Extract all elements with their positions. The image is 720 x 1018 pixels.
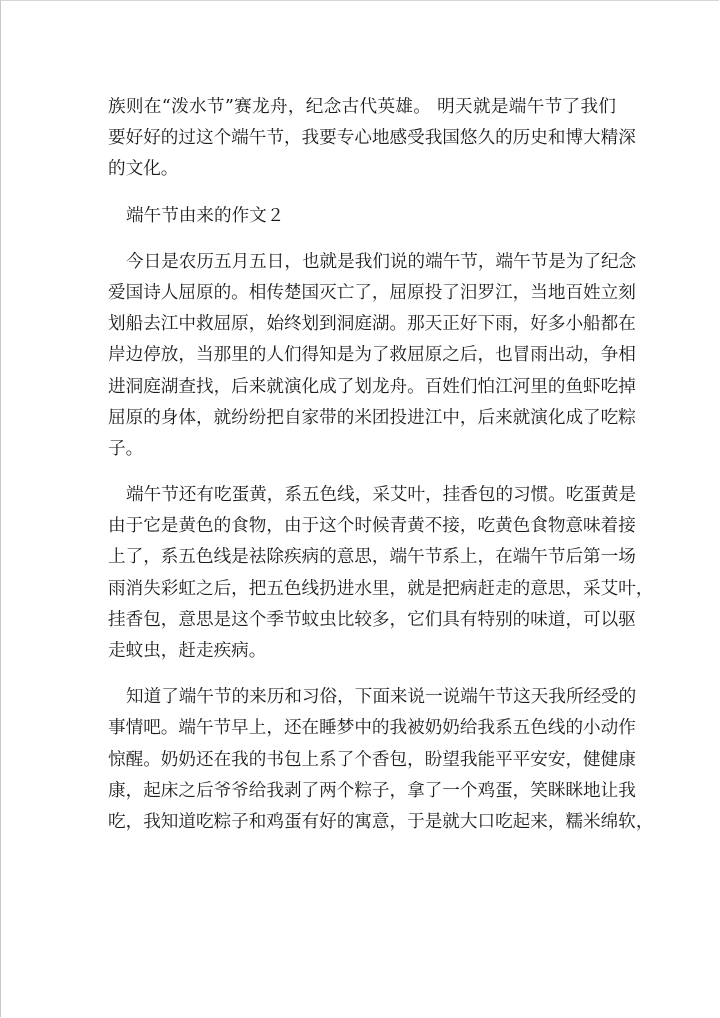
text-line: 端午节还有吃蛋黄，系五色线，采艾叶，挂香包的习惯。吃蛋黄是 bbox=[126, 485, 637, 506]
text-line: 进洞庭湖查找，后来就演化成了划龙舟。百姓们怕江河里的鱼虾吃掉 bbox=[108, 376, 636, 397]
paragraph-origin bbox=[108, 247, 637, 465]
text-line: 挂香包，意思是这个季节蚊虫比较多，它们具有特别的味道，可以驱 bbox=[108, 609, 636, 630]
text-line: 雨消失彩虹之后，把五色线扔进水里，就是把病赶走的意思，采艾叶， bbox=[108, 578, 654, 599]
text-line: 爱国诗人屈原的。相传楚国灭亡了，屈原投了汨罗江，当地百姓立刻 bbox=[108, 282, 636, 303]
text-line: 岸边停放，当那里的人们得知是为了救屈原之后，也冒雨出动，争相 bbox=[108, 345, 636, 366]
text-line: 由于它是黄色的食物，由于这个时候青黄不接，吃黄色食物意味着接 bbox=[108, 516, 636, 537]
text-line: 上了，系五色线是祛除疾病的意思，端午节系上，在端午节后第一场 bbox=[108, 547, 636, 568]
text-line: 康，起床之后爷爷给我剥了两个粽子，拿了一个鸡蛋，笑眯眯地让我 bbox=[108, 780, 636, 801]
text-line: 吃，我知道吃粽子和鸡蛋有好的寓意，于是就大口吃起来，糯米绵软， bbox=[108, 811, 654, 832]
text-line: 惊醒。奶奶还在我的书包上系了个香包，盼望我能平平安安，健健康 bbox=[108, 749, 636, 770]
paragraph-customs bbox=[108, 480, 654, 667]
text-line: 今日是农历五月五日，也就是我们说的端午节，端午节是为了纪念 bbox=[126, 251, 637, 272]
paragraph-experience bbox=[108, 682, 654, 838]
document-body bbox=[108, 92, 654, 853]
text-line: 事情吧。端午节早上，还在睡梦中的我被奶奶给我系五色线的小动作 bbox=[108, 718, 636, 739]
text-line: 子。 bbox=[108, 438, 144, 459]
paragraph-intro-continuation bbox=[108, 92, 636, 186]
text-line: 族则在“泼水节”赛龙舟，纪念古代英雄。 明天就是端午节了我们 bbox=[108, 97, 616, 117]
text-line: 走蚊虫，赶走疾病。 bbox=[108, 641, 267, 661]
heading-title: 端午节由来的作文２ bbox=[126, 205, 285, 226]
text-line: 要好好的过这个端午节，我要专心地感受我国悠久的历史和博大精深 bbox=[108, 128, 636, 149]
text-line: 屈原的身体，就纷纷把自家带的米团投进江中，后来就演化成了吃粽 bbox=[108, 407, 636, 428]
essay-heading bbox=[108, 201, 616, 232]
text-line: 划船去江中救屈原，始终划到洞庭湖。那天正好下雨，好多小船都在 bbox=[108, 314, 636, 335]
text-line: 的文化。 bbox=[108, 159, 179, 180]
text-line: 知道了端午节的来历和习俗，下面来说一说端午节这天我所经受的 bbox=[126, 687, 637, 708]
